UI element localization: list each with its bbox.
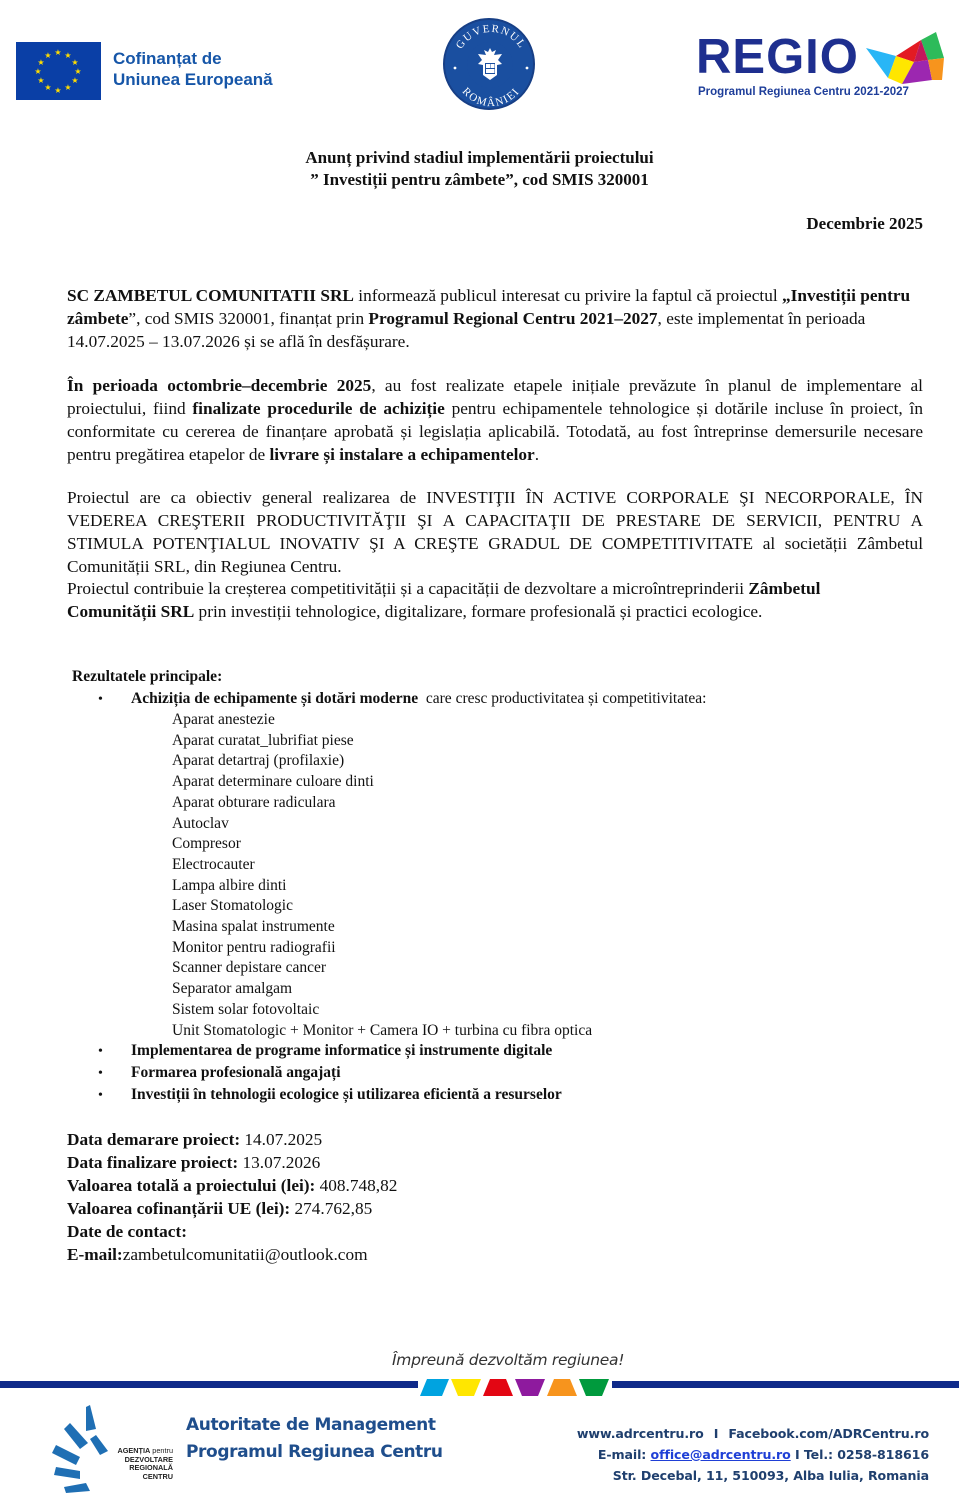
project-details [67, 1128, 397, 1266]
authority-line1: Autoritate de Management [186, 1415, 436, 1435]
footer-email-label: E-mail: [597, 1447, 651, 1462]
footer-phone: I Tel.: 0258-818616 [790, 1447, 929, 1462]
eu-value-label: Valoarea cofinanțării UE (lei): [67, 1199, 291, 1218]
bullet-icon: • [98, 1088, 103, 1103]
separator: I [713, 1426, 719, 1441]
equipment-item: Separator amalgam [172, 980, 293, 998]
coat-of-arms-icon [475, 46, 505, 82]
status-paragraph [67, 374, 923, 466]
eu-value-row [67, 1197, 397, 1220]
regio-origami-bird-icon [866, 28, 946, 84]
end-date-row [67, 1151, 397, 1174]
footer-email-link[interactable]: office@adrcentru.ro [650, 1447, 791, 1462]
result-item [98, 689, 706, 710]
equipment-item: Laser Stomatologic [172, 897, 293, 915]
equipment-item: Lampa albire dinti [172, 876, 287, 894]
equipment-item: Aparat anestezie [172, 711, 275, 728]
agency-line1: AGENȚIA [117, 1446, 151, 1455]
equipment-item: Aparat curatat_lubrifiat piese [172, 731, 354, 749]
total-value-label: Valoarea totală a proiectului (lei): [67, 1176, 316, 1195]
total-value-row [67, 1174, 397, 1197]
email-row [67, 1243, 397, 1266]
regio-wordmark: REGIO [696, 30, 859, 84]
text-span: Proiectul contribuie la creșterea competitivității și a capacității de dezvoltare a microîntreprinderii [67, 579, 749, 598]
end-date-label: Data finalizare proiect: [67, 1153, 239, 1172]
period-label: În perioada octombrie–decembrie 2025 [67, 376, 372, 395]
agency-line1b: pentru [150, 1446, 173, 1455]
title-line1: Anunț privind stadiul implementării proiectului [305, 148, 654, 167]
equipment-list [172, 710, 592, 1041]
agency-line2: DEZVOLTARE [124, 1454, 173, 1464]
result-title: Achiziția de echipamente și dotări moderne [131, 690, 419, 707]
equipment-item: Sistem solar fotovoltaic [172, 1000, 320, 1018]
romanian-government-seal [443, 18, 535, 110]
company-name: Zâmbetul Comunității SRL [67, 579, 821, 621]
footer-address: Str. Decebal, 11, 510093, Alba Iulia, Romania [612, 1468, 929, 1483]
svg-text:GUVERNUL: GUVERNUL [453, 22, 529, 52]
result-desc: care cresc productivitatea și competitivitatea: [418, 690, 707, 707]
email-tel-row [577, 1444, 929, 1465]
title-line2: ” Investiții pentru zâmbete”, cod SMIS 320001 [310, 170, 649, 189]
equipment-item: Autoclav [172, 814, 229, 832]
equipment-item: Monitor pentru radiografii [172, 938, 336, 956]
eu-label-line2: Uniunea Europeană [113, 70, 273, 89]
equipment-item: Electrocauter [172, 855, 255, 873]
bullet-icon: • [98, 692, 103, 707]
text-span: , au fost realizate etapele inițiale prevăzute în planul de implementare al proiectului, fiind [67, 376, 923, 418]
equipment-item: Aparat detartraj (profilaxie) [172, 752, 345, 770]
agency-logo-text [91, 1447, 173, 1481]
footer-slogan: Împreună dezvoltăm regiunea! [392, 1351, 625, 1369]
document-title [0, 147, 959, 191]
agency-line3: REGIONALĂ [129, 1463, 173, 1473]
procurement-status: finalizate procedurile de achiziție [192, 399, 445, 418]
contact-heading [67, 1220, 397, 1243]
company-name: SC ZAMBETUL COMUNITATII SRL [67, 286, 354, 305]
web-row [577, 1423, 929, 1444]
email-link[interactable]: zambetulcomunitatii@outlook.com [122, 1245, 368, 1264]
color-band-icon [418, 1378, 612, 1397]
start-date-row [67, 1128, 397, 1151]
bullet-icon: • [98, 1044, 103, 1059]
project-name: „Investiții pentru zâmbete [67, 286, 911, 328]
regio-subtitle: Programul Regiunea Centru 2021-2027 [698, 86, 909, 98]
equipment-item: Compresor [172, 835, 241, 853]
svg-text:ROMÂNIEI: ROMÂNIEI [459, 85, 523, 110]
agency-line4: CENTRU [142, 1471, 173, 1481]
result-title: Implementarea de programe informatice și instrumente digitale [131, 1042, 553, 1059]
start-date-label: Data demarare proiect: [67, 1130, 241, 1149]
delivery-stage: livrare și instalare a echipamentelor [269, 445, 535, 464]
result-item [98, 1085, 562, 1106]
equipment-item: Unit Stomatologic + Monitor + Camera IO + turbina cu fibra optica [172, 1021, 593, 1039]
end-date-value: 13.07.2026 [238, 1153, 321, 1172]
footer-contact [577, 1423, 929, 1486]
text-span: informează publicul interesat cu privire la faptul că proiectul [353, 286, 782, 305]
text-span: pentru echipamentele tehnologice și dotările incluse în proiect, în conformitate cu cererea de finanțare aprobată și legislația aplicabilă. Totodată, au fost întreprinse demersurile necesare pentru pregătirea etapelor de [67, 399, 923, 464]
text-span: prin investiții tehnologice, digitalizare, formare profesională și practici ecologice. [194, 602, 763, 621]
start-date-value: 14.07.2025 [240, 1130, 323, 1149]
managing-authority [186, 1412, 443, 1466]
equipment-item: Aparat obturare radiculara [172, 793, 336, 811]
equipment-item: Masina spalat instrumente [172, 918, 335, 936]
eu-cofinancing-label [113, 48, 273, 90]
email-label: E-mail: [67, 1245, 123, 1264]
result-item [98, 1063, 341, 1084]
text-span: ”, cod SMIS 320001, finanțat prin [128, 309, 369, 328]
equipment-item: Scanner depistare cancer [172, 959, 327, 977]
eu-value: 274.762,85 [290, 1199, 373, 1218]
contact-label: Date de contact: [67, 1222, 187, 1241]
bullet-icon: • [98, 1066, 103, 1081]
text-span: Proiectul are ca obiectiv general realizarea de INVESTIŢII ÎN ACTIVE CORPORALE ŞI NECORPORALE, ÎN VEDEREA CREŞTERII PRODUCTIVITĂŢII ŞI A CAPACITAŢII DE PRESTARE DE SERVICII, PENTRU A STIMULA POTENŢIALUL INOVATIV ŞI A CREŞTE GRADUL DE COMPETITIVITATE al societății Zâmbetul Comunității SRL, din Regiunea Centru. [67, 488, 923, 576]
equipment-item: Aparat determinare culoare dinti [172, 773, 374, 791]
intro-paragraph [67, 284, 923, 353]
objective-paragraph [67, 486, 923, 578]
result-title: Formarea profesională angajați [131, 1064, 341, 1081]
eu-flag-icon: ★ ★ ★ ★ ★ ★ ★ ★ ★ ★ ★ ★ [16, 42, 101, 100]
text-span: . [534, 445, 540, 464]
result-title: Investiții în tehnologii ecologice și utilizarea eficientă a resurselor [131, 1086, 562, 1103]
contribution-paragraph [67, 577, 887, 623]
document-date: Decembrie 2025 [806, 214, 923, 233]
program-name: Programul Regional Centru 2021–2027 [368, 309, 658, 328]
website-link[interactable]: www.adrcentru.ro [576, 1426, 704, 1441]
text-span: , este implementat în perioada 14.07.2025 – 13.07.2026 și se află în desfășurare. [67, 309, 866, 351]
total-value: 408.748,82 [315, 1176, 398, 1195]
result-item [98, 1041, 552, 1062]
authority-line2: Programul Regiunea Centru [186, 1442, 443, 1462]
facebook-link[interactable]: Facebook.com/ADRCentru.ro [728, 1426, 929, 1441]
results-heading: Rezultatele principale: [72, 668, 223, 685]
eu-label-line1: Cofinanțat de [113, 49, 222, 68]
